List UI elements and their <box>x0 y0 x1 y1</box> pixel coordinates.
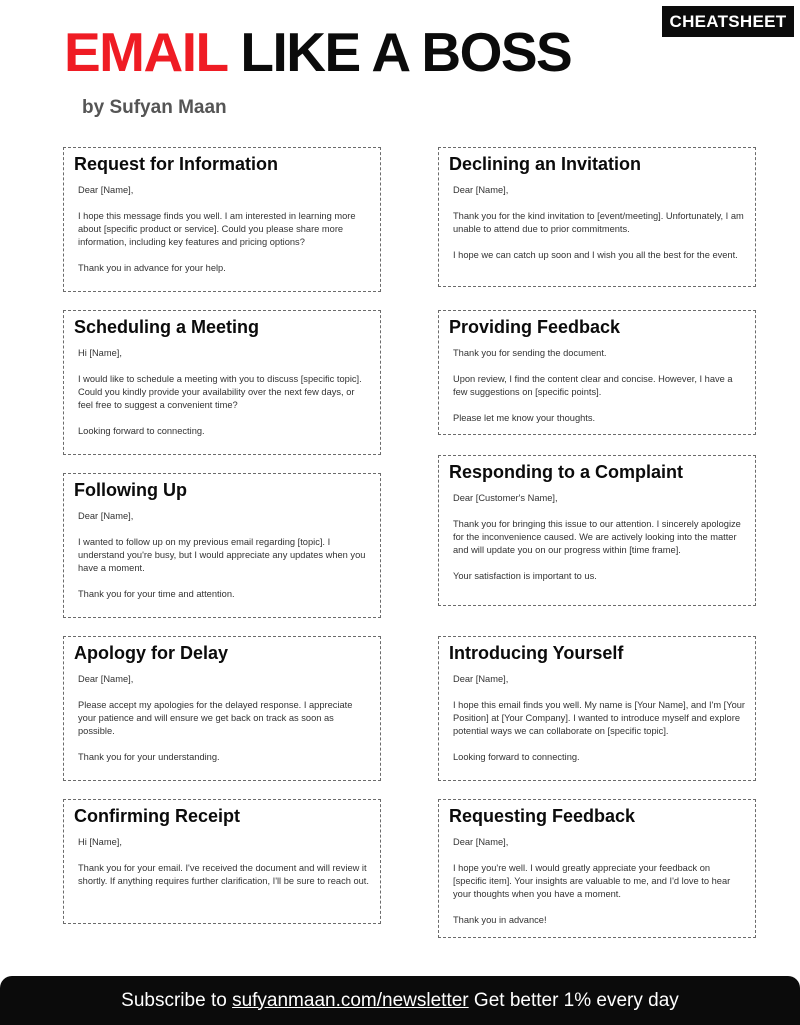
card-title: Requesting Feedback <box>449 806 636 826</box>
card-body <box>449 836 745 927</box>
card-paragraph: Dear [Name], <box>78 184 134 195</box>
card-body <box>74 836 370 888</box>
author-byline: by Sufyan Maan <box>82 97 227 118</box>
card-title: Responding to a Complaint <box>449 462 683 482</box>
title-accent: EMAIL <box>64 21 227 83</box>
card-paragraph: Thank you for your understanding. <box>78 751 220 762</box>
card-paragraph: Dear [Name], <box>453 673 509 684</box>
card-paragraph: I hope this message finds you well. I am interested in learning more about [specific product or service]. Could you please share more information, including key features and pricing options? <box>78 210 356 247</box>
card-scheduling-a-meeting <box>63 310 381 455</box>
subscribe-footer <box>0 976 800 1025</box>
card-body <box>449 184 745 262</box>
card-paragraph: Thank you for bringing this issue to our attention. I sincerely apologize for the inconvenience caused. We are actively looking into the matter and will update you on our progress within [time frame]. <box>453 518 741 555</box>
card-paragraph: Looking forward to connecting. <box>78 425 205 436</box>
page-title <box>64 22 571 83</box>
card-paragraph: I hope you're well. I would greatly appreciate your feedback on [specific item]. Your insights are valuable to me, and I'd love to hear your thoughts when you have a moment. <box>453 862 731 899</box>
card-paragraph: Upon review, I find the content clear and concise. However, I have a few suggestions on [specific points]. <box>453 373 733 397</box>
card-paragraph: Dear [Name], <box>453 184 509 195</box>
card-title: Apology for Delay <box>74 643 229 663</box>
card-paragraph: I wanted to follow up on my previous email regarding [topic]. I understand you're busy, but I would appreciate any updates when you have a moment. <box>78 536 366 573</box>
card-body <box>449 347 745 425</box>
card-title: Confirming Receipt <box>74 806 241 826</box>
card-responding-to-a-complaint <box>438 455 756 606</box>
card-declining-an-invitation <box>438 147 756 287</box>
card-title: Introducing Yourself <box>449 643 624 663</box>
card-paragraph: Thank you for your time and attention. <box>78 588 235 599</box>
card-body <box>74 347 370 438</box>
card-body <box>74 184 370 275</box>
card-paragraph: Hi [Name], <box>78 347 122 358</box>
card-request-for-information <box>63 147 381 292</box>
card-title: Request for Information <box>74 154 279 174</box>
cheatsheet-badge: CHEATSHEET <box>662 6 794 37</box>
card-paragraph: Thank you for your email. I've received the document and will review it shortly. If anything requires further clarification, I'll be sure to reach out. <box>78 862 369 886</box>
footer-prefix: Subscribe to <box>121 989 233 1011</box>
card-paragraph: Thank you in advance! <box>453 914 547 925</box>
card-body <box>449 673 745 764</box>
card-title: Providing Feedback <box>449 317 621 337</box>
card-paragraph: I hope we can catch up soon and I wish you all the best for the event. <box>453 249 738 260</box>
card-paragraph: Dear [Customer's Name], <box>453 492 558 503</box>
card-introducing-yourself <box>438 636 756 781</box>
card-title: Declining an Invitation <box>449 154 642 174</box>
card-paragraph: Dear [Name], <box>78 510 134 521</box>
card-paragraph: Looking forward to connecting. <box>453 751 580 762</box>
card-paragraph: Thank you for sending the document. <box>453 347 607 358</box>
card-paragraph: I would like to schedule a meeting with you to discuss [specific topic]. Could you kindly provide your availability over the next few days, or feel free to suggest a convenient time? <box>78 373 362 410</box>
card-body <box>449 492 745 583</box>
card-paragraph: Hi [Name], <box>78 836 122 847</box>
card-providing-feedback <box>438 310 756 435</box>
card-paragraph: Dear [Name], <box>453 836 509 847</box>
card-title: Following Up <box>74 480 187 500</box>
newsletter-link[interactable]: sufyanmaan.com/newsletter <box>232 989 469 1011</box>
card-title: Scheduling a Meeting <box>74 317 260 337</box>
card-paragraph: Thank you in advance for your help. <box>78 262 226 273</box>
card-paragraph: Your satisfaction is important to us. <box>453 570 597 581</box>
card-paragraph: Thank you for the kind invitation to [event/meeting]. Unfortunately, I am unable to attend due to prior commitments. <box>453 210 744 234</box>
card-body <box>74 510 370 601</box>
card-body <box>74 673 370 764</box>
card-confirming-receipt <box>63 799 381 924</box>
card-paragraph: Please let me know your thoughts. <box>453 412 596 423</box>
card-paragraph: Please accept my apologies for the delayed response. I appreciate your patience and will ensure we get back on track as soon as possible. <box>78 699 353 736</box>
footer-suffix: Get better 1% every day <box>468 989 679 1011</box>
card-requesting-feedback <box>438 799 756 938</box>
title-rest: LIKE A BOSS <box>240 21 572 83</box>
card-following-up <box>63 473 381 618</box>
card-paragraph: I hope this email finds you well. My name is [Your Name], and I'm [Your Position] at [Your Company]. I wanted to introduce myself and explore potential ways we can collaborate on [specific topic]. <box>453 699 746 736</box>
card-paragraph: Dear [Name], <box>78 673 134 684</box>
card-apology-for-delay <box>63 636 381 781</box>
